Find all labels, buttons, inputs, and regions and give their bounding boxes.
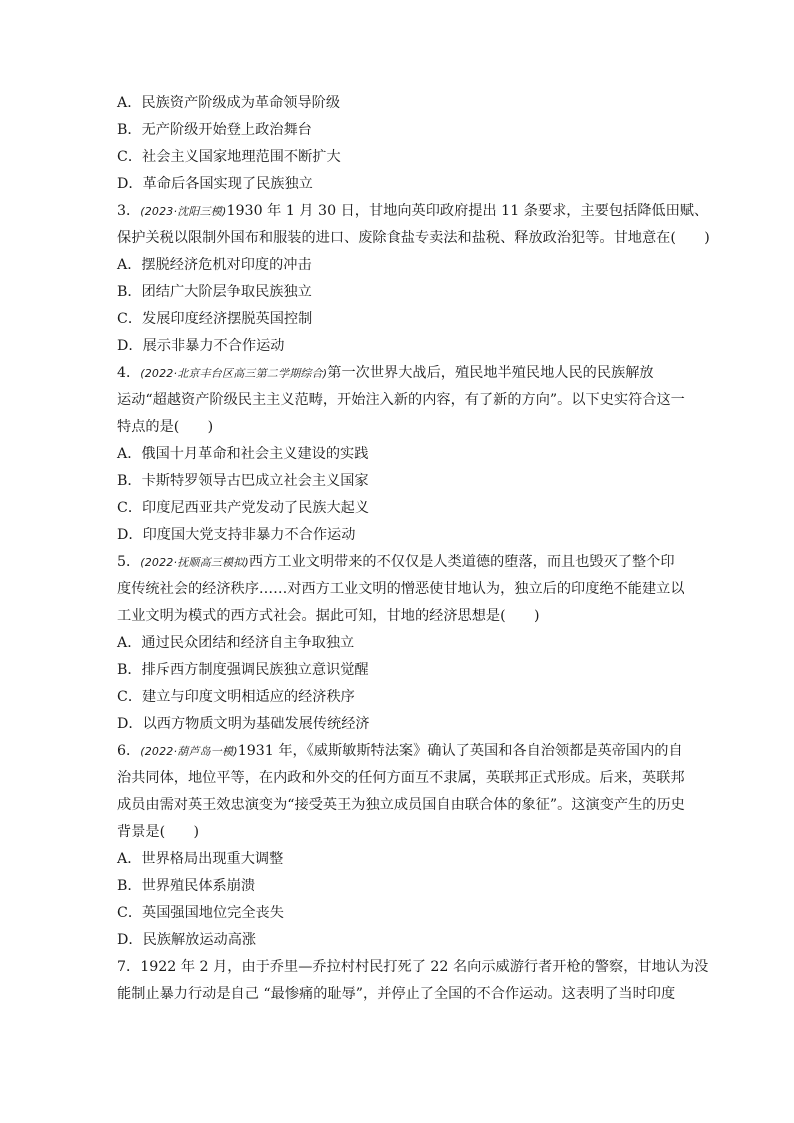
- option-b[interactable]: B．卡斯特罗领导古巴成立社会主义国家: [117, 473, 369, 489]
- option-d[interactable]: D．民族解放运动高涨: [117, 932, 257, 948]
- option-b[interactable]: B．团结广大阶层争取民族独立: [117, 284, 312, 300]
- stem-line-2: 能制止暴力行动是自己 “最惨痛的耻辱”，并停止了全国的不合作运动。这表明了当时印度: [117, 986, 676, 1002]
- question-source: (2023·沈阳三模): [140, 205, 227, 218]
- stem-line-2: 运动“超越资产阶级民主主义范畴，开始注入新的内容，有了新的方向”。以下史实符合这一: [117, 392, 685, 408]
- option-a[interactable]: A．摆脱经济危机对印度的冲击: [117, 257, 312, 273]
- question-7: [117, 954, 709, 1008]
- question-number: 4．: [117, 365, 141, 381]
- option-d[interactable]: D．印度国大党支持非暴力不合作运动: [117, 527, 356, 543]
- question-source: (2022·抚顺高三模拟): [140, 556, 249, 569]
- question-5: [117, 549, 685, 738]
- question-4: [117, 360, 685, 549]
- option-c[interactable]: C．建立与印度文明相适应的经济秩序: [117, 689, 355, 705]
- option-b[interactable]: B．无产阶级开始登上政治舞台: [117, 122, 312, 138]
- stem-line-1: 西方工业文明带来的不仅仅是人类道德的堕落，而且也毁灭了整个印: [248, 554, 675, 570]
- question-stem: [117, 954, 709, 981]
- question-6: [117, 738, 685, 954]
- question-stem: [117, 360, 679, 387]
- option-a[interactable]: A．民族资产阶级成为革命领导阶级: [117, 95, 341, 111]
- option-a[interactable]: A．世界格局出现重大调整: [117, 851, 284, 867]
- stem-line-2: 度传统社会的经济秩序……对西方工业文明的憎恶使甘地认为，独立后的印度绝不能建立以: [117, 581, 685, 597]
- option-d[interactable]: D．展示非暴力不合作运动: [117, 338, 285, 354]
- option-c[interactable]: C．发展印度经济摆脱英国控制: [117, 311, 313, 327]
- question-source: (2022·北京丰台区高三第二学期综合): [140, 367, 328, 380]
- stem-line-2: 保护关税以限制外国布和服装的进口、废除食盐专卖法和盐税、释放政治犯等。甘地意在( ): [117, 230, 710, 246]
- option-d[interactable]: D．革命后各国实现了民族独立: [117, 176, 313, 192]
- question-number: 7．: [117, 959, 141, 975]
- option-b[interactable]: B．排斥西方制度强调民族独立意识觉醒: [117, 662, 369, 678]
- stem-line-1: 第一次世界大战后，殖民地半殖民地人民的民族解放: [327, 365, 654, 381]
- question-number: 6．: [117, 743, 141, 759]
- question-number: 3．: [117, 203, 141, 219]
- document-page: [117, 90, 710, 1008]
- option-c[interactable]: C．印度尼西亚共产党发动了民族大起义: [117, 500, 370, 516]
- stem-line-3: 成员由需对英王效忠演变为“接受英王为独立成员国自由联合体的象征”。这演变产生的历史: [117, 797, 685, 813]
- stem-line-1: 1922 年 2 月，由于乔里—乔拉村村民打死了 22 名向示威游行者开枪的警察，甘地认为没: [140, 959, 709, 975]
- stem-line-2: 治共同体，地位平等，在内政和外交的任何方面互不隶属，英联邦正式形成。后来，英联邦: [117, 770, 685, 786]
- stem-line-1: 1931 年，《威斯敏斯特法案》确认了英国和各自治领都是英帝国内的自: [237, 743, 683, 759]
- stem-line-3: 工业文明为模式的西方式社会。据此可知，甘地的经济思想是( ): [117, 608, 540, 624]
- option-c[interactable]: C．社会主义国家地理范围不断扩大: [117, 149, 341, 165]
- option-c[interactable]: C．英国强国地位完全丧失: [117, 905, 284, 921]
- question-stem: [117, 738, 683, 765]
- stem-line-3: 特点的是( ): [117, 419, 214, 435]
- option-a[interactable]: A．通过民众团结和经济自主争取独立: [117, 635, 355, 651]
- question-3: [117, 198, 710, 360]
- question-stem: [117, 549, 679, 576]
- option-b[interactable]: B．世界殖民体系崩溃: [117, 878, 256, 894]
- question-source: (2022·葫芦岛一模): [140, 745, 238, 758]
- option-d[interactable]: D．以西方物质文明为基础发展传统经济: [117, 716, 370, 732]
- stem-line-4: 背景是( ): [117, 824, 200, 840]
- question-number: 5．: [117, 554, 141, 570]
- option-a[interactable]: A．俄国十月革命和社会主义建设的实践: [117, 446, 369, 462]
- question-2-options: [117, 90, 679, 198]
- question-stem: [117, 198, 709, 225]
- stem-line-1: 1930 年 1 月 30 日，甘地向英印政府提出 11 条要求，主要包括降低田赋、: [226, 203, 709, 219]
